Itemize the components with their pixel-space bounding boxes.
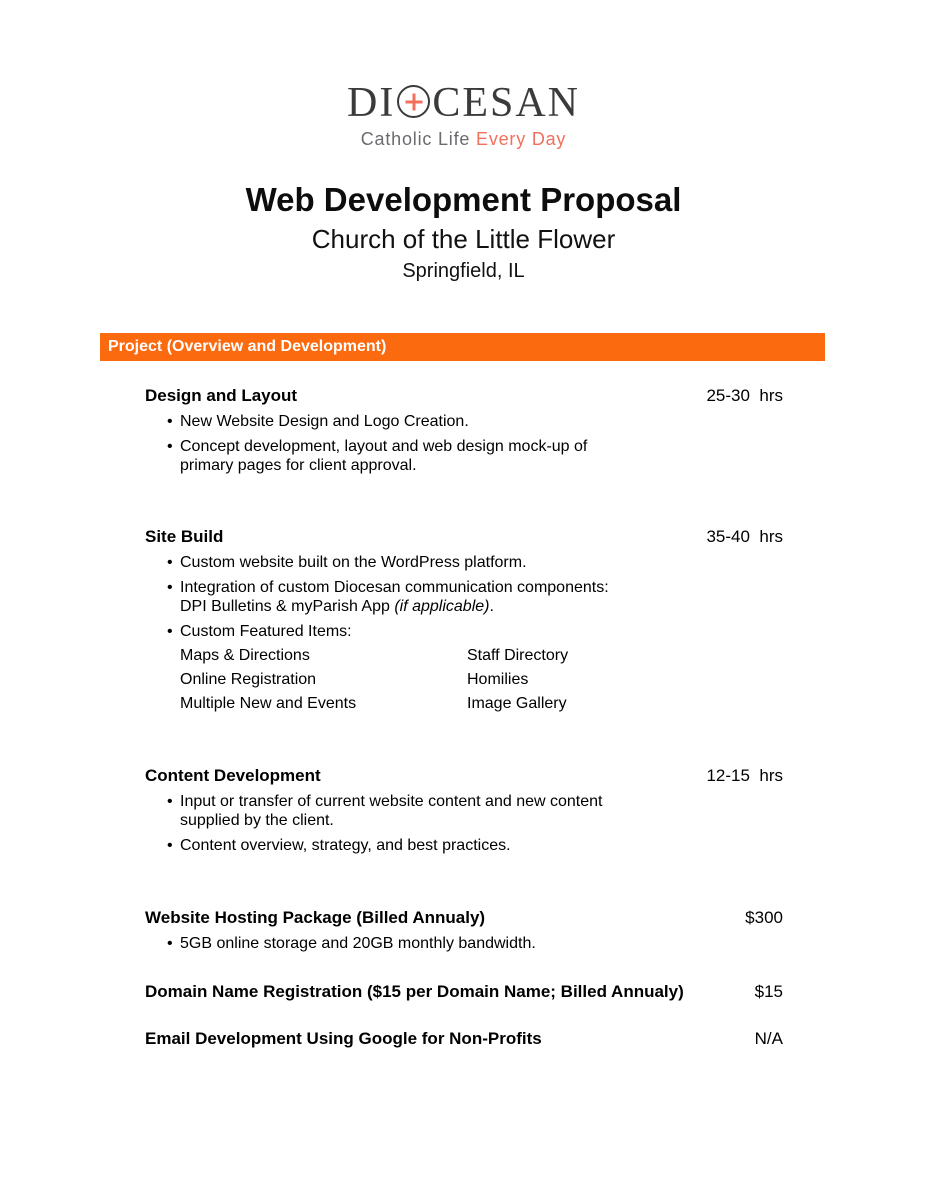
- section-price: $300: [745, 908, 783, 927]
- proposal-content: [145, 386, 783, 1049]
- section-price: $15: [754, 982, 783, 1001]
- bullet-list: [145, 553, 783, 641]
- section-header-row: [145, 386, 783, 406]
- section-email-development: [145, 1029, 783, 1049]
- section-header-row: [145, 908, 783, 928]
- section-domain-registration: [145, 982, 783, 1002]
- feature-item: Homilies: [467, 671, 529, 688]
- brand-wordmark: [0, 82, 927, 124]
- bullet-item: • Concept development, layout and web design mock-up of primary pages for client approval.: [145, 437, 623, 475]
- bullet-list: [145, 412, 783, 475]
- section-site-build: [145, 527, 783, 713]
- bullet-item: • Custom website built on the WordPress platform.: [145, 553, 623, 572]
- bullet-item: • Custom Featured Items:: [145, 622, 623, 641]
- section-title: Design and Layout: [145, 386, 298, 405]
- section-website-hosting: [145, 908, 783, 953]
- tagline-primary: Catholic Life: [360, 129, 477, 149]
- logo-o-ring: [397, 85, 430, 118]
- section-design-and-layout: [145, 386, 783, 475]
- bullet-item: • Input or transfer of current website content and new content supplied by the client.: [145, 792, 623, 830]
- section-header-row: [145, 527, 783, 547]
- section-title: Content Development: [145, 766, 321, 785]
- section-header-row: [145, 766, 783, 786]
- featured-items-grid: [180, 646, 783, 713]
- bullet-item: [145, 578, 623, 616]
- bullet-line-2: DPI Bulletins & myParish App: [180, 598, 395, 615]
- feature-item: Maps & Directions: [180, 647, 310, 664]
- tagline-accent: Every Day: [476, 129, 567, 149]
- bullet-item: • Content overview, strategy, and best practices.: [145, 836, 623, 855]
- diocesan-logo: [0, 0, 927, 150]
- section-hours: 12-15 hrs: [706, 766, 783, 785]
- client-location: Springfield, IL: [402, 260, 525, 282]
- client-name: Church of the Little Flower: [311, 224, 616, 254]
- bullet-item: • New Website Design and Logo Creation.: [145, 412, 623, 431]
- section-content-development: [145, 766, 783, 855]
- section-title: Site Build: [145, 527, 224, 546]
- bullet-item: • 5GB online storage and 20GB monthly bandwidth.: [145, 934, 623, 953]
- feature-item: Staff Directory: [467, 647, 569, 664]
- brand-tagline: [0, 129, 927, 150]
- section-banner: Project (Overview and Development): [100, 333, 825, 361]
- cross-icon: [399, 87, 428, 116]
- bullet-line-1: Integration of custom Diocesan communication components:: [180, 579, 609, 596]
- section-header-row: [145, 1029, 783, 1049]
- section-header-row: [145, 982, 783, 1002]
- section-hours: 35-40 hrs: [706, 527, 783, 546]
- feature-item: Image Gallery: [467, 695, 567, 712]
- bullet-list: [145, 934, 783, 953]
- section-title: Website Hosting Package (Billed Annualy): [145, 908, 486, 927]
- bullet-list: [145, 792, 783, 855]
- brand-text-prefix: DI: [346, 80, 396, 126]
- document-title: Web Development Proposal: [245, 181, 682, 218]
- brand-text-suffix: CESAN: [432, 80, 581, 126]
- section-title: Domain Name Registration ($15 per Domain Name; Billed Annualy): [145, 982, 684, 1001]
- bullet-line-2-end: .: [489, 598, 494, 615]
- feature-item: Multiple New and Events: [180, 695, 357, 712]
- section-price: N/A: [754, 1029, 783, 1048]
- feature-item: Online Registration: [180, 671, 317, 688]
- section-hours: 25-30 hrs: [706, 386, 783, 405]
- section-title: Email Development Using Google for Non-Profits: [145, 1029, 542, 1048]
- bullet-italic-note: (if applicable): [394, 598, 490, 615]
